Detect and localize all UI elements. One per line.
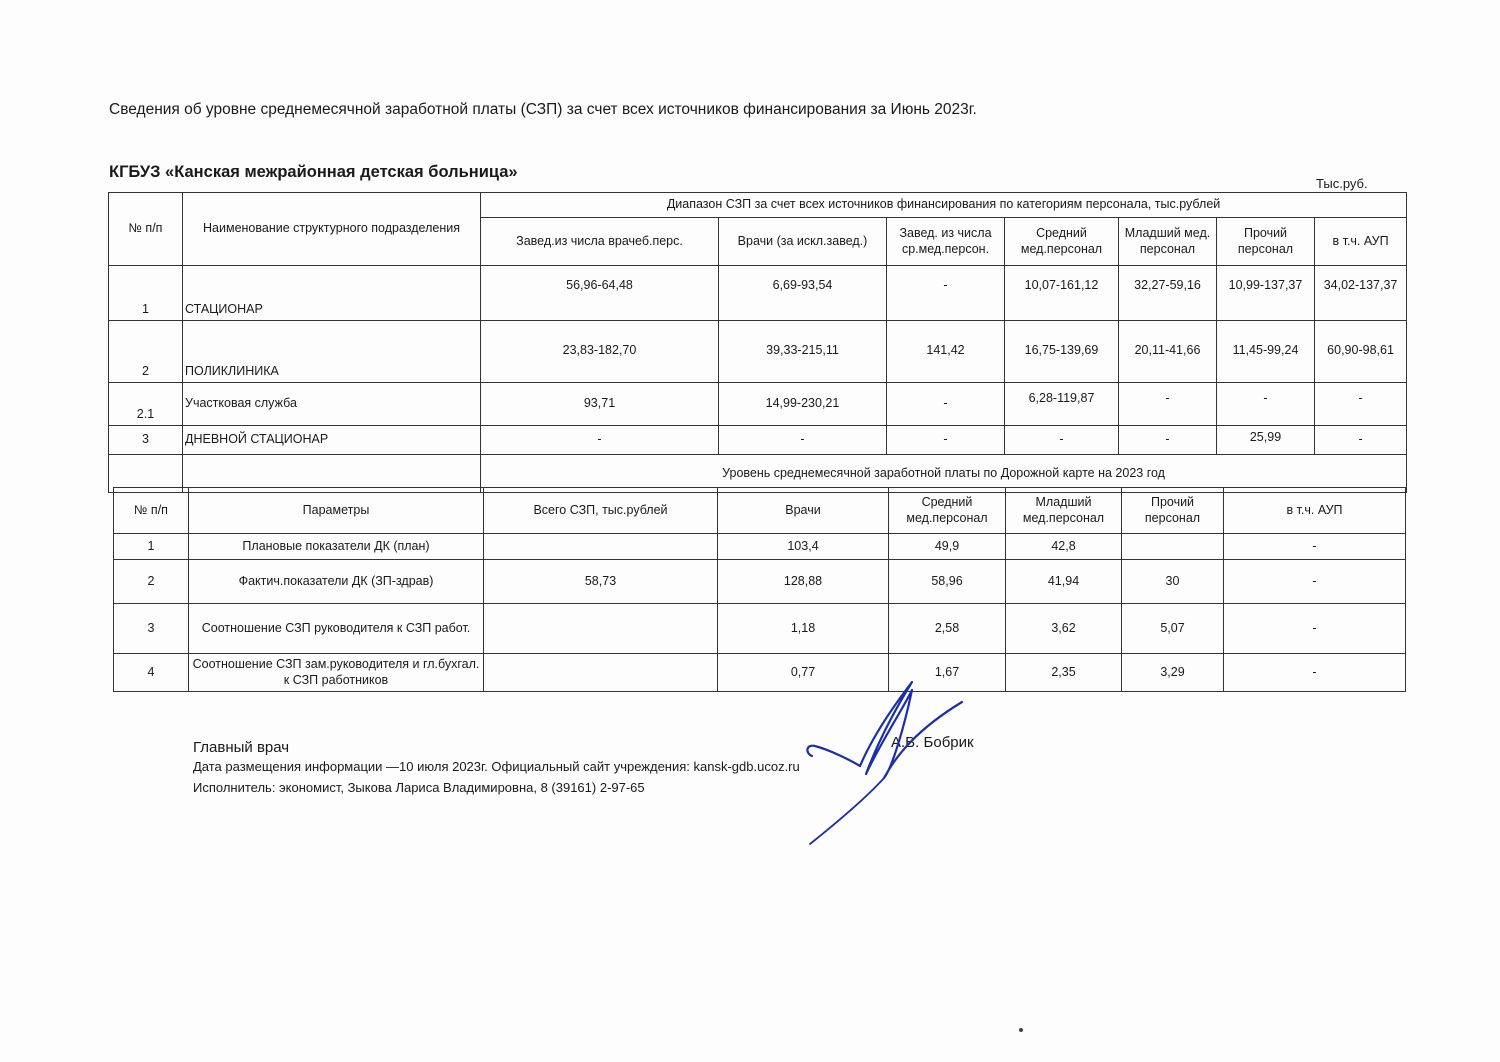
- cell-value: 3,62: [1006, 604, 1122, 654]
- row-num: 1: [114, 534, 189, 560]
- header-range-group: Диапазон СЗП за счет всех источников финансирования по категориям персонала, тыс.рублей: [481, 193, 1407, 218]
- cell-value: -: [1224, 534, 1406, 560]
- publish-info: Дата размещения информации —10 июля 2023г. Официальный сайт учреждения: kansk-gdb.ucoz.ru: [193, 759, 800, 774]
- row-unit-name: СТАЦИОНАР: [183, 266, 481, 321]
- cell-value: 6,69-93,54: [719, 266, 887, 321]
- cell-value: 23,83-182,70: [481, 321, 719, 383]
- cell-value: -: [1315, 426, 1407, 455]
- row-num: 2: [114, 560, 189, 604]
- cell-value: 2,58: [889, 604, 1006, 654]
- table-row: [114, 654, 1406, 692]
- roadmap-header-junior-staff: Младший мед.персонал: [1006, 488, 1122, 534]
- table-row: [114, 560, 1406, 604]
- cell-value: 58,96: [889, 560, 1006, 604]
- cell-value: 14,99-230,21: [719, 383, 887, 426]
- organization-name: КГБУЗ «Канская межрайонная детская больница»: [109, 163, 518, 181]
- handwritten-signature: [800, 668, 970, 848]
- cell-value: -: [887, 426, 1005, 455]
- header-col-admin: в т.ч. АУП: [1315, 218, 1407, 266]
- cell-value: 2,35: [1006, 654, 1122, 692]
- header-col-head-nurses: Завед. из числа ср.мед.персон.: [887, 218, 1005, 266]
- cell-value: 128,88: [718, 560, 889, 604]
- table-row: [109, 383, 1407, 426]
- row-unit-name: ПОЛИКЛИНИКА: [183, 321, 481, 383]
- row-param: Соотношение СЗП руководителя к СЗП работ.: [189, 604, 484, 654]
- cell-value: -: [1315, 383, 1407, 426]
- cell-value: 20,11-41,66: [1119, 321, 1217, 383]
- table-row: [109, 266, 1407, 321]
- row-unit-name: ДНЕВНОЙ СТАЦИОНАР: [183, 426, 481, 455]
- cell-value: -: [1119, 383, 1217, 426]
- cell-value: 141,42: [887, 321, 1005, 383]
- header-unit-name: Наименование структурного подразделения: [183, 193, 481, 266]
- units-label: Тыс.руб.: [1316, 176, 1368, 191]
- cell-value: 30: [1122, 560, 1224, 604]
- cell-value: -: [1005, 426, 1119, 455]
- roadmap-header-admin: в т.ч. АУП: [1224, 488, 1406, 534]
- signer-position: Главный врач: [193, 739, 290, 756]
- cell-value: 1,18: [718, 604, 889, 654]
- table-row: [109, 321, 1407, 383]
- signer-name: А.В. Бобрик: [891, 734, 974, 751]
- cell-value: -: [887, 383, 1005, 426]
- header-col-head-physicians: Завед.из числа врачеб.перс.: [481, 218, 719, 266]
- cell-value: 11,45-99,24: [1217, 321, 1315, 383]
- cell-value: 10,07-161,12: [1005, 266, 1119, 321]
- cell-value: -: [1224, 560, 1406, 604]
- header-col-junior-staff: Младший мед. персонал: [1119, 218, 1217, 266]
- cell-value: 93,71: [481, 383, 719, 426]
- header-col-physicians: Врачи (за искл.завед.): [719, 218, 887, 266]
- row-num: 3: [109, 426, 183, 455]
- cell-value: 49,9: [889, 534, 1006, 560]
- roadmap-header-num: № п/п: [114, 488, 189, 534]
- row-param: Соотношение СЗП зам.руководителя и гл.бухгал. к СЗП работников: [189, 654, 484, 692]
- cell-value: 42,8: [1006, 534, 1122, 560]
- cell-value: 56,96-64,48: [481, 266, 719, 321]
- cell-value: -: [1217, 383, 1315, 426]
- executor-info: Исполнитель: экономист, Зыкова Лариса Владимировна, 8 (39161) 2-97-65: [193, 780, 645, 795]
- roadmap-caption: Уровень среднемесячной заработной платы по Дорожной карте на 2023 год: [481, 455, 1407, 493]
- row-num: 1: [109, 266, 183, 321]
- roadmap-header-physicians: Врачи: [718, 488, 889, 534]
- roadmap-table: [113, 487, 1406, 692]
- cell-value: [484, 604, 718, 654]
- row-num: 2: [109, 321, 183, 383]
- cell-value: 34,02-137,37: [1315, 266, 1407, 321]
- cell-value: -: [1224, 654, 1406, 692]
- table-row: [114, 604, 1406, 654]
- cell-value: 16,75-139,69: [1005, 321, 1119, 383]
- cell-value: -: [887, 266, 1005, 321]
- roadmap-header-other-staff: Прочий персонал: [1122, 488, 1224, 534]
- roadmap-header-total: Всего СЗП, тыс.рублей: [484, 488, 718, 534]
- salary-range-table: [108, 192, 1407, 493]
- document-title: Сведения об уровне среднемесячной заработной платы (СЗП) за счет всех источников финансирования за Июнь 2023г.: [109, 101, 977, 118]
- row-num: 3: [114, 604, 189, 654]
- cell-value: -: [481, 426, 719, 455]
- cell-value: 41,94: [1006, 560, 1122, 604]
- cell-value: -: [719, 426, 887, 455]
- row-num: 4: [114, 654, 189, 692]
- cell-value: -: [1119, 426, 1217, 455]
- cell-value: 6,28-119,87: [1005, 383, 1119, 426]
- header-col-nurses: Средний мед.персонал: [1005, 218, 1119, 266]
- row-param: Фактич.показатели ДК (ЗП-здрав): [189, 560, 484, 604]
- table-row: [114, 534, 1406, 560]
- cell-value: [1122, 534, 1224, 560]
- row-num: 2.1: [109, 383, 183, 426]
- roadmap-header-nurses: Средний мед.персонал: [889, 488, 1006, 534]
- cell-value: 0,77: [718, 654, 889, 692]
- cell-value: 25,99: [1217, 426, 1315, 455]
- cell-value: 10,99-137,37: [1217, 266, 1315, 321]
- cell-value: 58,73: [484, 560, 718, 604]
- cell-value: 60,90-98,61: [1315, 321, 1407, 383]
- cell-value: [484, 534, 718, 560]
- cell-value: 3,29: [1122, 654, 1224, 692]
- cell-value: 32,27-59,16: [1119, 266, 1217, 321]
- cell-value: 39,33-215,11: [719, 321, 887, 383]
- row-param: Плановые показатели ДК (план): [189, 534, 484, 560]
- header-num: № п/п: [109, 193, 183, 266]
- header-col-other-staff: Прочий персонал: [1217, 218, 1315, 266]
- cell-value: [484, 654, 718, 692]
- cell-value: 1,67: [889, 654, 1006, 692]
- cell-value: 103,4: [718, 534, 889, 560]
- cell-value: 5,07: [1122, 604, 1224, 654]
- ink-dot: [1019, 1028, 1023, 1032]
- row-unit-name: Участковая служба: [183, 383, 481, 426]
- roadmap-header-params: Параметры: [189, 488, 484, 534]
- cell-value: -: [1224, 604, 1406, 654]
- table-row: [109, 426, 1407, 455]
